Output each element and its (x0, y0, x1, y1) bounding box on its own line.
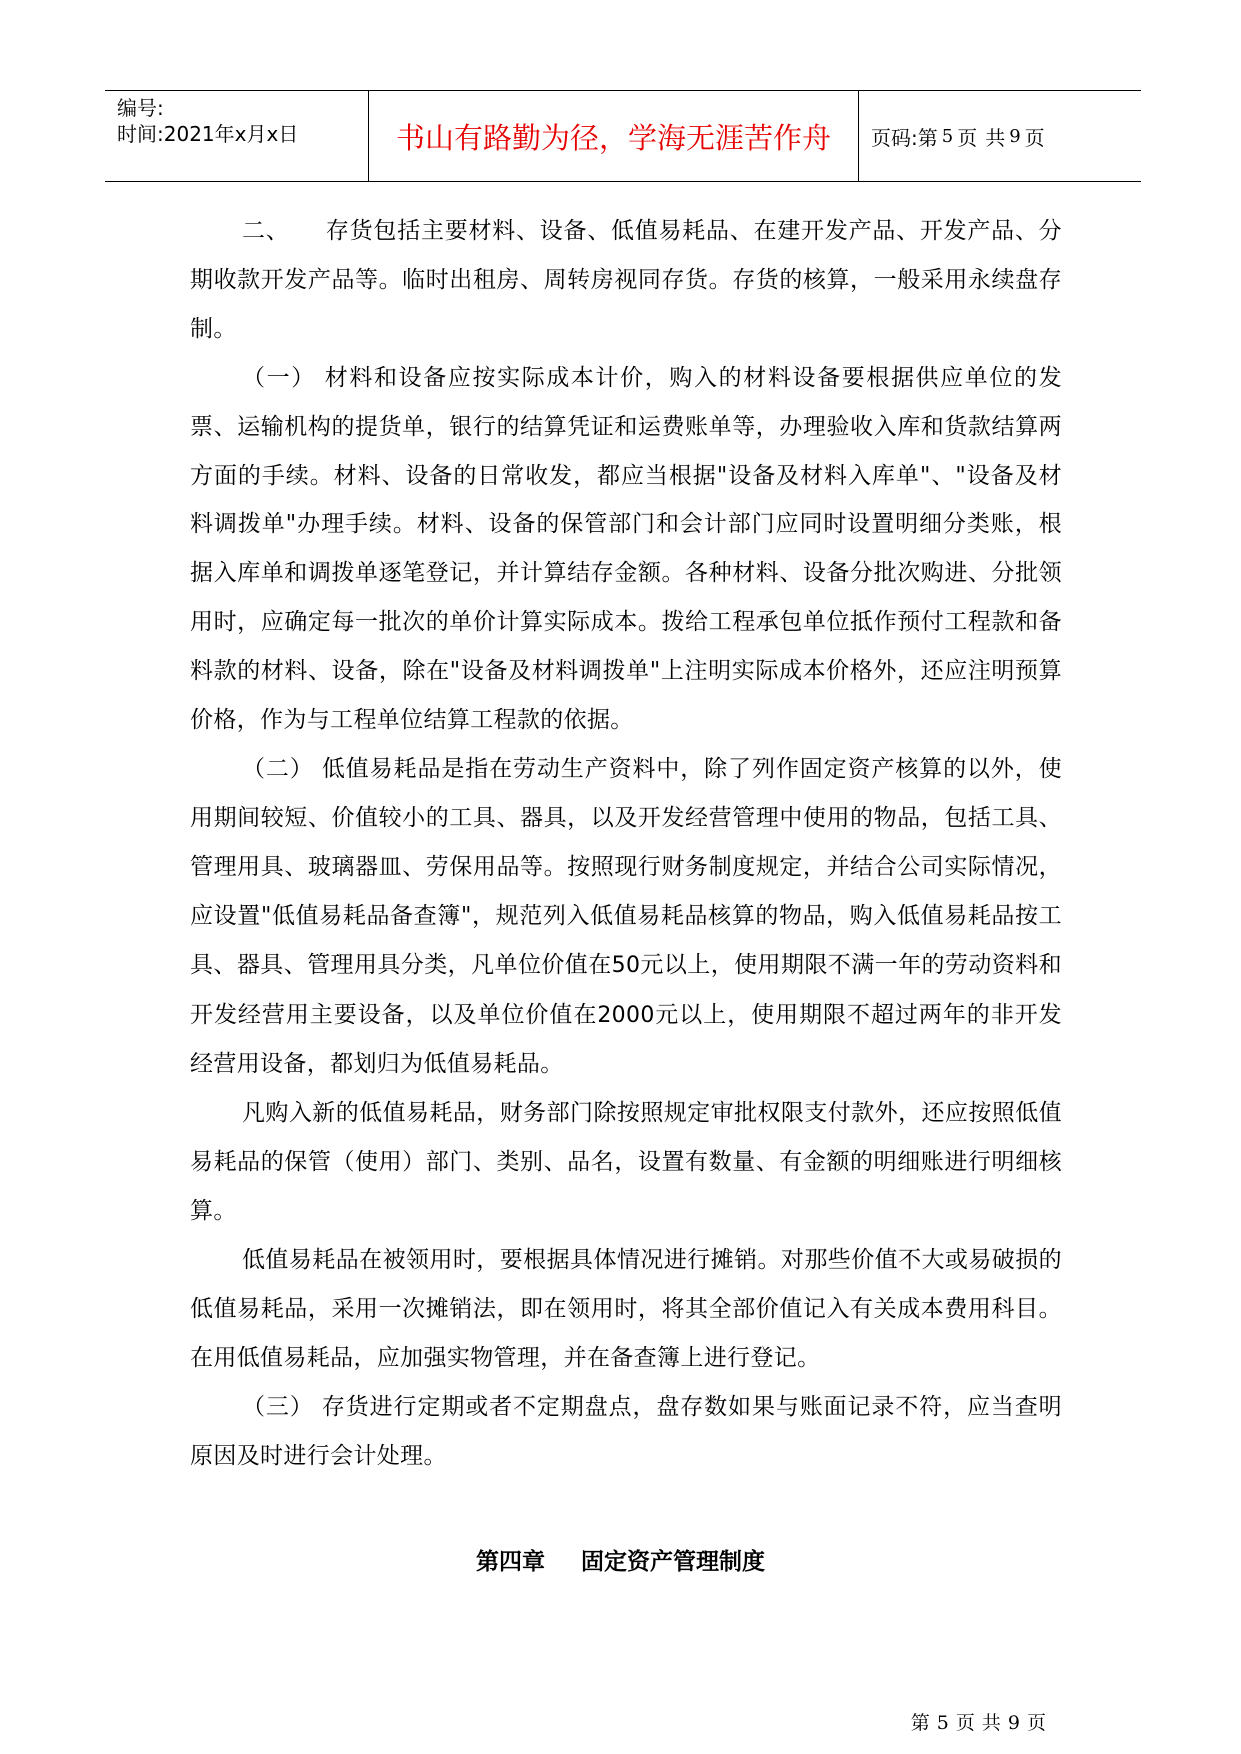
paragraph-materials-equipment: （一） 材料和设备应按实际成本计价，购入的材料设备要根据供应单位的发票、运输机构的提货单，银行的结算凭证和运费账单等，办理验收入库和货款结算两方面的手续。材料、设备的日常收发，都应当根据"设备及材料入库单"、"设备及材料调拨单"办理手续。材料、设备的保管部门和会计部门应同时设置明细分类账，根据入库单和调拨单逐笔登记，并计算结存金额。各种材料、设备分批次购进、分批领用时，应确定每一批次的单价计算实际成本。拨给工程承包单位抵作预付工程款和备料款的材料、设备，除在"设备及材料调拨单"上注明实际成本价格外，还应注明预算价格，作为与工程单位结算工程款的依据。 (190, 364, 1062, 734)
document-body (190, 207, 1062, 1481)
page-total-prefix: 共 (985, 125, 1006, 150)
chapter-heading (0, 1543, 1241, 1576)
paragraph-stocktaking: （三） 存货进行定期或者不定期盘点，盘存数如果与账面记录不符，应当查明原因及时进行会计处理。 (190, 1393, 1062, 1469)
paragraph-low-value-consumables: （二） 低值易耗品是指在劳动生产资料中，除了列作固定资产核算的以外，使用期间较短、价值较小的工具、器具，以及开发经营管理中使用的物品，包括工具、管理用具、玻璃器皿、劳保用品等。按照现行财务制度规定，并结合公司实际情况，应设置"低值易耗品备查簿"，规范列入低值易耗品核算的物品，购入低值易耗品按工具、器具、管理用具分类，凡单位价值在50元以上，使用期限不满一年的劳动资料和开发经营用主要设备，以及单位价值在2000元以上，使用期限不超过两年的非开发经营用设备，都划归为低值易耗品。 (190, 755, 1063, 1078)
date-line (117, 121, 368, 147)
value-threshold-1: 50 (611, 952, 641, 978)
paragraph-inventory-scope (190, 207, 1062, 354)
page-total: 9 (1009, 125, 1021, 147)
header-meta-cell (105, 91, 369, 181)
page-footer: 第 5 页 共 9 页 (910, 1712, 1047, 1734)
section-marker: 二、 (242, 218, 290, 244)
header-page-cell (859, 91, 1141, 181)
chapter-number: 第四章 (476, 1549, 545, 1575)
motto-banner: 书山有路勤为径，学海无涯苦作舟 (369, 91, 859, 181)
value-threshold-2: 2000 (597, 1002, 655, 1028)
page-total-suffix: 页 (1024, 125, 1045, 150)
footer-page-current: 5 (936, 1712, 950, 1734)
paragraph-text: 存货包括主要材料、设备、低值易耗品、在建开发产品、开发产品、分期收款开发产品等。临时出租房、周转房视同存货。存货的核算，一般采用永续盘存制。 (190, 218, 1062, 342)
serial-number-label: 编号: (117, 96, 164, 120)
page-current-suffix: 页 (957, 125, 978, 150)
time-label: 时间: (117, 122, 164, 146)
date-value: 2021年x月x日 (163, 122, 299, 146)
paragraph-purchase-accounting: 凡购入新的低值易耗品，财务部门除按照规定审批权限支付款外，还应按照低值易耗品的保管（使用）部门、类别、品名，设置有数量、有金额的明细账进行明细核算。 (190, 1100, 1062, 1225)
paragraph-amortization: 低值易耗品在被领用时，要根据具体情况进行摊销。对那些价值不大或易破损的低值易耗品，采用一次摊销法，即在领用时，将其全部价值记入有关成本费用科目。在用低值易耗品，应加强实物管理，并在备查簿上进行登记。 (190, 1247, 1062, 1371)
page-current: 5 (941, 125, 954, 147)
page-current-prefix: 第 (917, 125, 938, 150)
chapter-title: 固定资产管理制度 (581, 1549, 765, 1575)
footer-page-total: 9 (1007, 1712, 1021, 1734)
document-header (105, 90, 1141, 182)
page-label: 页码: (871, 125, 918, 150)
